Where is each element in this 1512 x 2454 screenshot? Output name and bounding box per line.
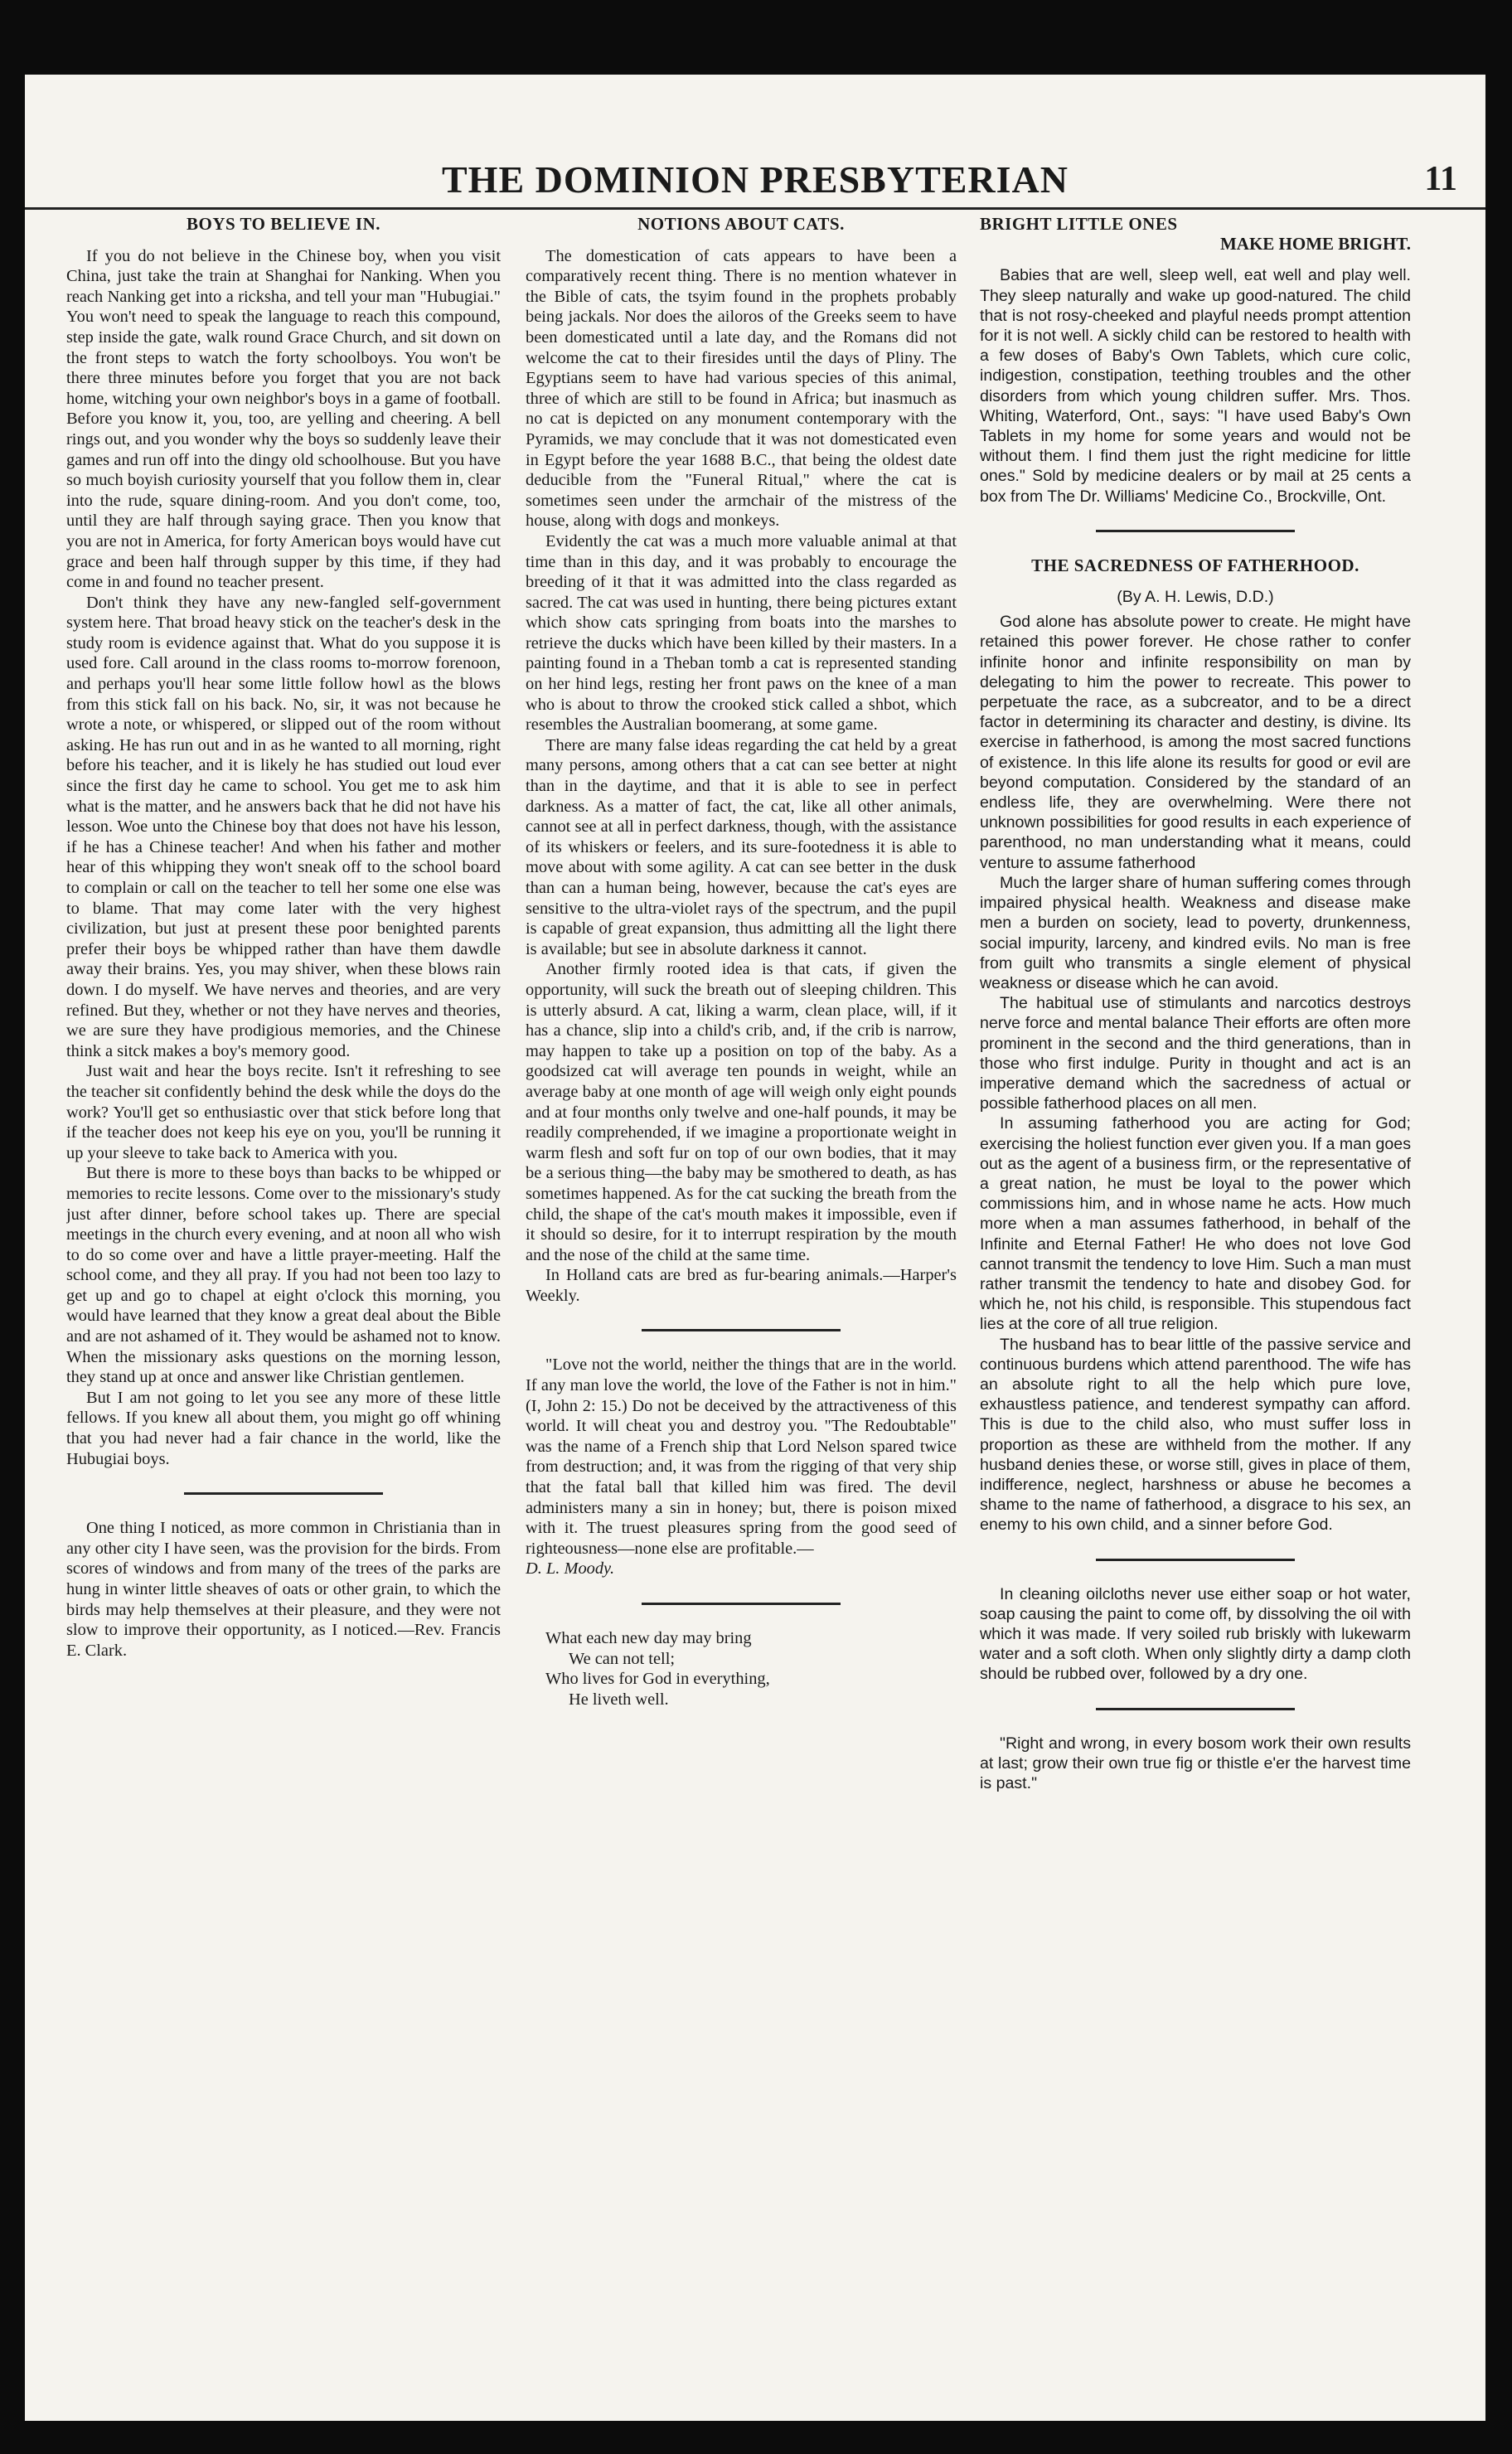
divider <box>642 1329 841 1331</box>
paragraph: But I am not going to let you see any more of these little fellows. If you knew all about them, you might go off whining that you had never had a fair chance in the world, like the Hubugiai boys. <box>66 1388 501 1468</box>
divider <box>1096 1708 1295 1710</box>
column-middle <box>526 214 957 2386</box>
paragraph: In assuming fatherhood you are acting for God; exercising the holiest function ever given you. If a man goes out as the agent of a business firm, or the representative of a great nation, he must be loyal to the power which commissions him, and in whose name he acts. How much more when a man assumes fatherhood, in behalf of the Infinite and Eternal Father! He who does not love God cannot transmit the tendency to love Him. Such a man must rather transmit the tendency to hate and disobey God. for which he, not his child, is responsible. This stupendous fact lies at the core of all true religion. <box>980 1114 1411 1334</box>
headline-sacredness: THE SACREDNESS OF FATHERHOOD. <box>1031 555 1359 575</box>
paragraph-birds: One thing I noticed, as more common in Christiania than in any other city I have seen, was the provision for the birds. From scores of windows and from many of the trees of the parks are hung in winter little sheaves of oats or other grain, to which the birds may help themselves at their pleasure, and they were not slow to improve their opportunity, as I noticed.—Rev. Francis E. Clark. <box>66 1519 501 1660</box>
verse-line: We can not tell; <box>569 1649 676 1668</box>
masthead-title: THE DOMINION PRESBYTERIAN <box>442 158 1069 201</box>
paragraph-love-not-world: "Love not the world, neither the things that are in the world. If any man love the world, the love of the Father is not in him." (I, John 2: 15.) Do not be deceived by the attractiveness of this world. It will cheat you and destroy you. "The Redoubtable" was the name of a French ship that Lord Nelson spared twice from destruction; and, it was from the rigging of that very ship that the fatal ball that killed him was fired. The devil administers many a sin in honey; but, there is poison mixed with it. The truest pleasures spring from the good seed of righteousness—none else are profitable.— <box>526 1356 957 1558</box>
paragraph: If you do not believe in the Chinese boy, when you visit China, just take the train at Shanghai for Nanking. When you reach Nanking get into a ricksha, and tell your man "Hubugiai." You won't need to speak the language to reach this compound, step inside the gate, walk round Grace Church, and sit down on the front steps to watch the forty schoolboys. You won't be there three minutes before you forget that you are not back home, witching your own neighbor's boys in a game of football. Before you know it, you, too, are yelling and cheering. A bell rings out, and you wonder why the boys so suddenly leave their games and run off into the dingy old schoolhouse. But you have so much boyish curiosity yourself that you follow them in, clear into the rude, square dining-room. And you don't come, too, until they are half through saying grace. Then you know that you are not in America, for forty American boys would have cut grace and been half through supper by this time, if they had come in and found no teacher present. <box>66 246 501 592</box>
paragraph: The domestication of cats appears to have been a comparatively recent thing. There is no mention whatever in the Bible of cats, the tsyim found in the prophets probably being jackals. Nor does the ailoros of the Greeks seem to have been domesticated until a late day, and the Romans did not welcome the cat to their firesides until the days of Pliny. The Egyptians seem to have had various species of this animal, three of which are still to be found in Africa; but inasmuch as no cat is depicted on any monument contemporary with the Pyramids, we may conclude that it was not domesticated even in Egypt before the year 1688 B.C., that being the oldest date deducible from the "Funeral Ritual," where the cat is sometimes seen under the armchair of the mistress of the house, along with dogs and monkeys. <box>526 246 957 531</box>
paragraph: There are many false ideas regarding the cat held by a great many persons, among others that a cat can see better at night than in the daytime, and that it is able to see in perfect darkness. As a matter of fact, the cat, like all other animals, cannot see at all in perfect darkness, though, with the assistance of its whiskers or feelers, and its sure-footedness it is able to move about with some agility. A cat can see better in the dusk than can a human being, however, because the cat's eyes are sensitive to the ultra-violet rays of the spectrum, and the pupil is capable of great expansion, thus admitting all the light there is available; but see in absolute darkness it cannot. <box>526 735 957 958</box>
column-left <box>66 214 501 2386</box>
paragraph: But there is more to these boys than backs to be whipped or memories to recite lessons. Come over to the missionary's study just after dinner, before school takes up. There are special meetings in the church every evening, and at noon all who wish to do so come over and have a little prayer-meeting. Half the school come, and they all pray. If you had not been too lazy to get up and go to chapel at eight o'clock this morning, you would have learned that they know a great deal about the Bible and are not ashamed of it. They would be ashamed not to know. When the missionary asks questions on the morning lesson, they stand up at once and answer like Christian gentlemen. <box>66 1164 501 1387</box>
headline-bright-little-ones: BRIGHT LITTLE ONES <box>980 214 1178 234</box>
paragraph-right-and-wrong: "Right and wrong, in every bosom work their own results at last; grow their own true fig or thistle e'er the harvest time is past." <box>980 1734 1411 1793</box>
divider <box>1096 530 1295 532</box>
byline: (By A. H. Lewis, D.D.) <box>1117 588 1274 607</box>
paragraph: Evidently the cat was a much more valuable animal at that time than in this day, and it was probably to encourage the breeding of it that it was admitted into the class regarded as sacred. The cat was used in hunting, there being pictures extant which show cats springing from boats into the marshes to retrieve the ducks which have been killed by their masters. In a painting found in a Theban tomb a cat is represented standing on her hind legs, resting her front paws on the knee of a man who is about to throw the crooked stick called a shbot, which resembles the Australian boomerang, at some game. <box>526 531 957 735</box>
paragraph: God alone has absolute power to create. He might have retained this power forever. He chose rather to confer infinite honor and infinite responsibility on man by delegating to him the power to recreate. This power to perpetuate the race, as a subcreator, and to be a direct factor in determining its character and destiny, is divine. Its exercise in fatherhood, is among the most sacred functions of existence. In this life alone its results for good or evil are beyond computation. Considered by the standard of an endless life, they are overwhelming. Were there not unknown possibilities for good results in each experience of parenthood, no man understanding what it means, could venture to assume fatherhood <box>980 613 1411 872</box>
verse-line: What each new day may bring <box>545 1629 752 1647</box>
divider <box>642 1603 841 1605</box>
divider <box>184 1492 383 1495</box>
masthead <box>25 158 1485 210</box>
paragraph: The habitual use of stimulants and narcotics destroys nerve force and mental balance Their efforts are often more prominent in the second and the third generations, than in those who first indulge. Purity in thought and act is an imperative demand which the sacredness of actual or possible fatherhood places on all men. <box>980 994 1411 1113</box>
paragraph: The husband has to bear little of the passive service and continuous burdens which attend parenthood. The wife has an absolute right to all the help which pure love, exhaustless patience, and tenderest sympathy can afford. This is due to the child also, who must suffer loss in proportion as these are withheld from the mother. If any husband denies these, or worse still, gives in place of them, indifference, neglect, harshness or abuse he becomes a shame to the name of fatherhood, a disgrace to his sex, an enemy to his own child, and a sinner before God. <box>980 1335 1411 1535</box>
column-right <box>980 214 1411 2386</box>
signature-moody: D. L. Moody. <box>526 1559 615 1579</box>
paragraph: Much the larger share of human suffering comes through impaired physical health. Weakness and disease make men a burden on society, lead to poverty, drunkenness, social impurity, larceny, and kindred evils. No man is free from guilt who transmits a single element of physical weakness or disease which he can avoid. <box>980 873 1411 992</box>
newspaper-page <box>25 75 1485 2421</box>
paragraph: Another firmly rooted idea is that cats, if given the opportunity, will suck the breath out of sleeping children. This is utterly absurd. A cat, liking a warm, clean place, will, if it has a chance, slip into a child's crib, and, if the crib is narrow, may happen to take up a position on top of the baby. As a goodsized cat will average ten pounds in weight, while an average baby at one month of age will weigh only eight pounds and at four months only twelve and one-half pounds, it may be readily comprehended, if we imagine a proportionate weight in warm flesh and soft fur on top of our own bodies, that it may be a serious thing—the baby may be smothered to death, as has sometimes happened. As for the cat sucking the breath from the child, the shape of the cat's mouth makes it impossible, even if it should so desire, for it to interrupt respiration by the mouth and the nose of the child at the same time. <box>526 960 957 1264</box>
paragraph-oilcloths: In cleaning oilcloths never use either soap or hot water, soap causing the paint to come off, by dissolving the oil with which it was made. If very soiled rub briskly with lukewarm water and a soft cloth. When only slightly dirty a damp cloth should be rubbed over, followed by a dry one. <box>980 1584 1411 1684</box>
headline-cats: NOTIONS ABOUT CATS. <box>637 214 845 234</box>
subheadline-make-home-bright: MAKE HOME BRIGHT. <box>1219 234 1411 255</box>
divider <box>1096 1559 1295 1561</box>
paragraph: Don't think they have any new-fangled self-government system here. That broad heavy stick on the teacher's desk in the study room is evidence against that. What do you suppose it is used fore. Call around in the class rooms to-morrow forenoon, and perhaps you'll hear some little follow howl as the blows from this stick fall on his back. No, sir, it was not because he wrote a note, or whispered, or slipped out of the room without asking. He has run out and in as he wanted to all morning, right before his teacher, and it is likely he has studied out loud ever since the first day he came to school. You get me to ask him what is the matter, and he answers back that he did not have his lesson. Woe unto the Chinese boy that does not have his lesson, if he has a Chinese teacher! And when his father and mother hear of this whipping they won't sneak off to the school board to complain or call on the teacher to tell her some one else was to blame. That may come later with the very highest civilization, but just at present these poor benighted parents prefer their boys be whipped rather than have them dawdle away their brains. Yes, you may shiver, when these blows rain down. I do myself. We have nerves and theories, and are very refined. But they, whether or not they have nerves and theories, we are sure they have prodigious memories, and the Chinese think a sitck makes a boy's memory good. <box>66 593 501 1060</box>
page-number: 11 <box>1424 160 1457 198</box>
verse-line: Who lives for God in everything, <box>545 1670 770 1689</box>
verse-line: He liveth well. <box>569 1690 669 1709</box>
paragraph: In Holland cats are bred as fur-bearing animals.—Harper's Weekly. <box>526 1266 957 1305</box>
headline-boys: BOYS TO BELIEVE IN. <box>187 214 380 234</box>
paragraph: Just wait and hear the boys recite. Isn't it refreshing to see the teacher sit confidently behind the desk while the doys do the work? You'll get so enthusiastic over that stick before long that if the teacher does not keep his eye on you, you'll be running it up your sleeve to take back to America with you. <box>66 1062 501 1162</box>
paragraph: Babies that are well, sleep well, eat well and play well. They sleep naturally and wake up good-natured. The child that is not rosy-cheeked and playful needs prompt attention for it is not well. A sickly child can be restored to health with a few doses of Baby's Own Tablets, which cure colic, indigestion, constipation, teething troubles and the other disorders from which young children suffer. Mrs. Thos. Whiting, Waterford, Ont., says: "I have used Baby's Own Tablets in my home for some years and would not be without them. I find them just the right medicine for little ones." Sold by medicine dealers or by mail at 25 cents a box from The Dr. Williams' Medicine Co., Brockville, Ont. <box>980 266 1411 506</box>
